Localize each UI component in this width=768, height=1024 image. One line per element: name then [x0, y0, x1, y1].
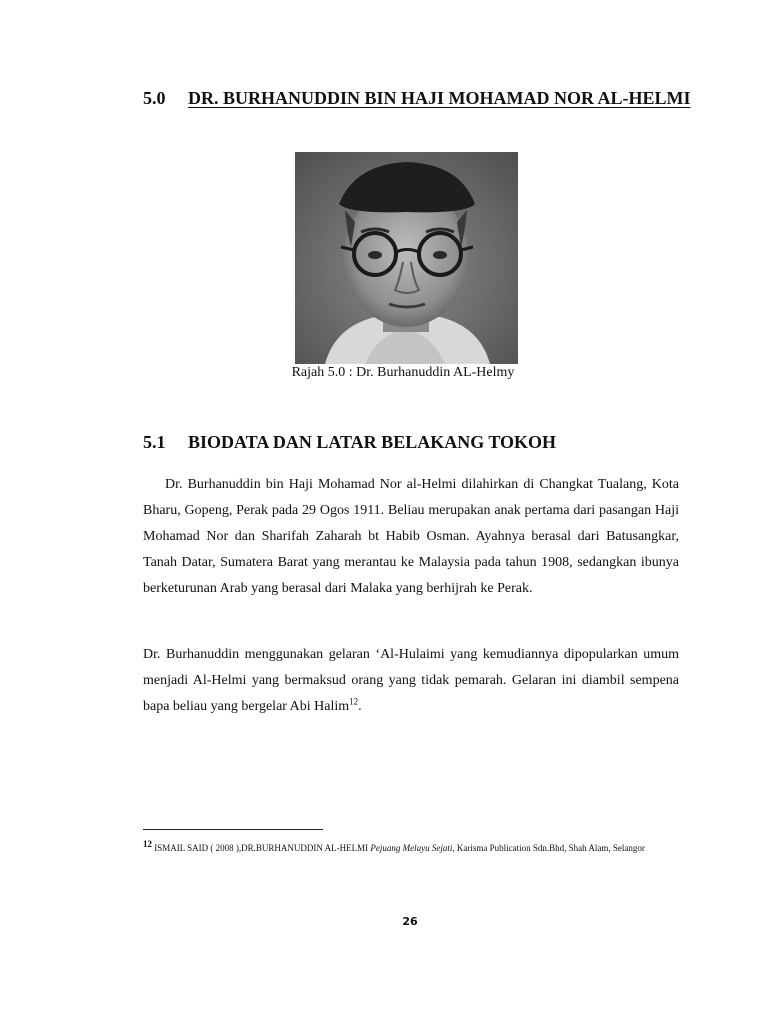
section-number: 5.1: [143, 432, 166, 452]
paragraph-text: Dr. Burhanuddin menggunakan gelaran ‘Al-Hulaimi yang kemudiannya dipopularkan umum menjadi Al-Helmi yang bermaksud orang yang tidak pemarah. Gelaran ini diambil sempena bapa beliau yang bergelar Abi Halim: [143, 647, 679, 714]
footnote: [143, 836, 679, 860]
section-title: BIODATA DAN LATAR BELAKANG TOKOH: [188, 432, 557, 452]
footnote-publisher: , Karisma Publication Sdn.Bhd, Shah Alam, Selangor: [452, 843, 645, 853]
footnote-author: ISMAIL SAID ( 2008 ),DR.BURHANUDDIN AL-HELMI: [152, 843, 371, 853]
figure-caption: Rajah 5.0 : Dr. Burhanuddin AL-Helmy: [291, 365, 515, 380]
footnote-divider: [143, 829, 323, 830]
footnote-marker: 12: [143, 839, 152, 849]
footnote-reference[interactable]: 12: [349, 696, 359, 707]
section-heading-5-0: [143, 88, 691, 109]
page-number: 26: [402, 915, 418, 928]
portrait-image: [295, 152, 518, 364]
paragraph-biodata: Dr. Burhanuddin bin Haji Mohamad Nor al-Helmi dilahirkan di Changkat Tualang, Kota Bharu, Gopeng, Perak pada 29 Ogos 1911. Beliau merupakan anak pertama dari pasangan Haji Mohamad Nor dan Sharifah Zaharah bt Habib Osman. Ayahnya berasal dari Batusangkar, Tanah Datar, Sumatera Barat yang merantau ke Malaysia pada tahun 1908, sedangkan ibunya berketurunan Arab yang berasal dari Malaka yang berhijrah ke Perak.: [143, 477, 679, 596]
portrait-photo: [295, 152, 518, 364]
section-heading-5-1: [143, 432, 556, 453]
section-title: DR. BURHANUDDIN BIN HAJI MOHAMAD NOR AL-HELMI: [188, 88, 691, 108]
paragraph-end: .: [358, 699, 362, 714]
section-number: 5.0: [143, 88, 166, 108]
footnote-book-title: Pejuang Melayu Sejati: [370, 843, 453, 853]
paragraph-gelaran: [143, 642, 679, 720]
